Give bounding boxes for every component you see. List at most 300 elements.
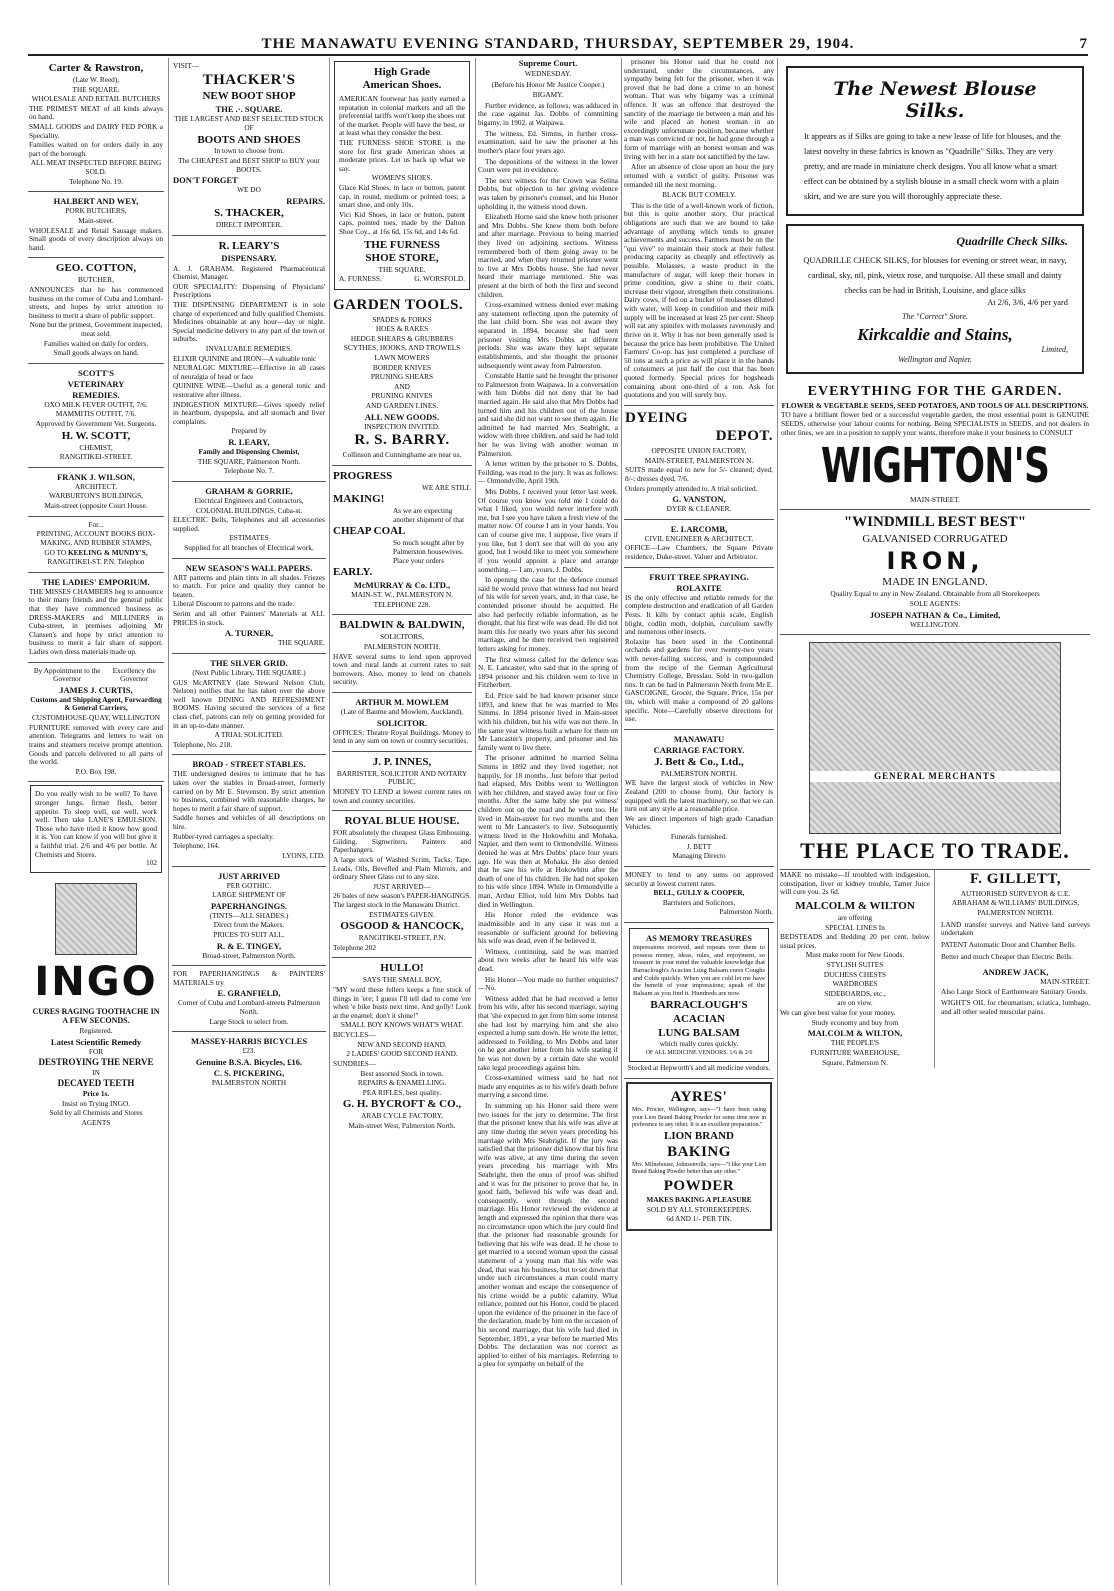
ad-text: By Appointment to the Governor: [33, 665, 101, 684]
ad-subtitle: DIRECT IMPORTER.: [215, 219, 283, 229]
ad-text: PEA RIFLES, best quality.: [362, 1087, 442, 1097]
ad-text: MAKES BAKING A PLEASURE: [646, 1195, 752, 1205]
ad-text: NEURALGIC MIXTURE—Effective in all cases of neuralgia of head or face: [173, 363, 325, 381]
ad-text: REPAIRS.: [286, 195, 325, 206]
ad-text: AMERICAN footwear has justly earned a reputation in colonial markets and all the preferential tariffs won't keep the shoes out of the market. People will have the best, or at least what they consider the best.: [339, 93, 465, 138]
ad-text: OFFICE—Law Chambers, the Square Private residence, Duke-street. Valuer and Arbitrator.: [625, 543, 773, 562]
article-paragraph: Elizabeth Horne said she knew both prisoner and Mrs Dobbs. She knew them both before and after marriage. Previous to being married they lived on adjoining sections. Witness remembered both of them going away to be married, and when they returned prisoner went to live at Mrs Dobbs house. She had never heard their marriage mentioned. She was present at the birth of both the first and second children.: [478, 212, 618, 299]
ad-title: LUNG BALSAM: [658, 1026, 740, 1039]
ad-kirkcaldie-stains: [786, 224, 1084, 374]
column-rule: [475, 58, 476, 1585]
ad-telephone: Telephone 202: [333, 942, 377, 952]
ad-text: Insist on Trying INGO.: [61, 1098, 131, 1108]
ad-text: Quality Equal to any in New Zealand. Obtainable from all Storekeepers: [830, 589, 1040, 599]
store-building-photo: [809, 642, 1061, 834]
ad-title: ROYAL BLUE HOUSE.: [344, 815, 460, 828]
ad-text: (TINTS—ALL SHADES.): [209, 910, 289, 920]
ad-text: Mrs. Procter, Wellington, says—"I have been using your Lion Brand Baking Powder for some time now in preference to any other. It is an excellent preparation.": [632, 1107, 766, 1128]
article-paragraph: A letter written by the prisoner to S. Dobbs, Feilding, was read to the jury. It was as follows:— Ormondville, April 19th.: [478, 459, 618, 486]
ad-text: THE LARGEST AND BEST SELECTED STOCK OF: [174, 114, 324, 132]
list-item: PRUNING KNIVES: [371, 391, 433, 401]
ad-subtitle: GALVANISED CORRUGATED: [862, 533, 1008, 546]
ad-title: Silks.: [905, 100, 965, 123]
ad-text: A. J. GRAHAM, Registered Pharmaceutical Chemist, Manager.: [173, 263, 325, 282]
ad-text: OF ALL MEDICINE VENDORS. 1/6 & 2/6: [645, 1050, 753, 1057]
ad-ayres-baking-powder: [626, 1082, 772, 1231]
article-paragraph: After an absence of close upon an hour the jury returned with a verdict of guilty. Prisoner was remanded till the next morning.: [624, 162, 774, 189]
ad-subtitle: AUTHORISED SURVEYOR & C.E.: [960, 888, 1071, 898]
ad-text: Mrs. Milnehouse, Johnsonville, says—"I like your Lion Brand Baking Powder better than any other.": [632, 1162, 766, 1176]
ad-text: DESTROYING THE NERVE: [38, 1057, 154, 1068]
column-2: [172, 58, 326, 1585]
ad-text: TO have a brilliant flower bed or a successful vegetable garden, the most essential point is GENUINE SEEDS, otherwise your labour counts for nothing. Being SPECIALISTS in SEEDS, and not dealers in other lines, we are in a position to supply your wants, therefore make it your business to CONSULT: [781, 410, 1089, 437]
ad-telephone: Telephon: [117, 557, 145, 567]
ad-telephone: Telephone No. 7.: [223, 466, 275, 476]
ad-text: DON'T FORGET: [173, 175, 238, 186]
ad-place-to-trade: [780, 635, 1090, 870]
ad-subtitle: Barristers and Solicitors,: [662, 897, 736, 907]
ad-text: Best assorted Stock in town.: [360, 1068, 444, 1078]
ad-address: THE SQUARE, Palmerston North.: [197, 456, 301, 466]
ad-name: BELL, GULLY & COOPER,: [653, 888, 745, 898]
ad-text: Must make room for New Goods.: [805, 950, 905, 960]
ad-text: ART patterns and plain tints in all shades. Friezes to match. For price and quality they cannot be beaten.: [173, 572, 325, 599]
ad-title: MAKING!: [333, 493, 385, 506]
ad-text: None but the primest, Government inspected, meat sold.: [29, 320, 163, 338]
ad-text: FOR: [88, 1046, 104, 1056]
ad-text: THE MISSES CHAMBERS beg to announce to their many friends and the general public that they have commenced business as DRESS-MAKERS and MILLINERS in Cuba-street, in premises adjoining Mr Clansen's and hope by strict attention to business to merit a fair share of support. Ladies own dress materials made up.: [29, 586, 163, 657]
ad-title: THACKER'S: [202, 71, 296, 88]
article-subheading: BIGAMY.: [532, 90, 564, 100]
ad-text: SUITS made equal to new for 5/- cleaned; dyed, 8/-; dresses dyed, 7/6.: [625, 465, 773, 483]
ad-name: A. TURNER,: [224, 628, 274, 639]
ad-text: ESTIMATES: [229, 533, 269, 543]
ad-title: R. LEARY'S: [218, 239, 280, 252]
ad-baldwin: [332, 615, 472, 693]
article-title: Supreme Court.: [518, 58, 578, 68]
article-paragraph: Cross-examined witness denied ever making any statement reflecting upon the paternity of the last child born. She was not aware they separated in 1894, because she had seen prisoner visiting Mrs Dobbs at different periods. She was aware they kept separate establishments, and she thought the prisoner subsequently went away from Palmerston.: [478, 300, 618, 370]
article-paragraph: Mrs Dobbs, I received your letter last week. Of course you know you told me I could do what I liked, you would never interfere with me, but I see you have taken a fresh view of the matter now. Of course I am in your hands. You can of course give me, I suppose, five years if you like, but I don't see that will do you any good, but I would like to meet you somewhere if you would appoint a place and arrange something.— I am, yours, J. Dobbs.: [478, 487, 618, 574]
ad-text: WHOLESALE and Retail Sausage makers. Small goods of every description always on hand.: [29, 225, 163, 252]
ad-text: OXO MILK FEVER OUTFIT, 7/6.: [44, 399, 148, 409]
ad-title: BALDWIN & BALDWIN,: [339, 619, 465, 632]
ad-title: FRANK J. WILSON,: [57, 471, 135, 482]
ad-text: MONEY TO LEND at lowest current rates on town and country securities.: [333, 786, 471, 805]
ad-text: As we are expecting another shipment of that: [393, 506, 465, 524]
ad-text: CURES RAGING TOOTHACHE IN A FEW SECONDS.: [32, 1007, 160, 1026]
ad-text: Sold by all Chemists and Stores: [49, 1108, 143, 1118]
ad-title: ROLAXITE: [676, 582, 722, 593]
ad-title: ACACIAN: [673, 1012, 725, 1025]
ad-address: Main-street (opposite Court House.: [44, 501, 148, 511]
ad-text: We can give best value for your money.: [780, 1008, 896, 1018]
column-rule: [168, 58, 169, 1585]
article-paragraph: In opening the case for the defence counsel said he would prove that witness had not heard of his wife for seven years, and, in that case, he contended prisoner should be acquitted. He also had perfectly reliable information, as he thought, that his first wife was dead. He did not learn this for nearly two years after his second marriage, and he then received two registered letters asking for money.: [478, 575, 618, 654]
article-paragraph: This is the title of a well-known work of fiction, but this is quite another story. Our practical obligations are such that we are bound to take advantage of anything which tends to greater achievements and success. Farmers must be on the "qui vive" to maintain their stock at their fullest producing capacity as cheaply and effectively as possible. Molasses, a waste product in the manufacture of sugar, will keep their horses in prime condition, give a shine to their coats, increase their vigour, strengthen their constitutions. Dairy cows, if fed on a bucket of molasses diluted with water, will keep in condition and their milk supply will be increased at least 25 per cent. Sheep will eat any spinifex with molasses ravenously and thrive on it. Why it has not been generally used is because the price has been prohibitive. The United Farmers' Co-op. has just completed a purchase of 50 tons at such a price as will place it in the hands of consumers at just half the cost that has been quoted formerly. Special prices for hogsheads containing about one-third of a ton. Ask for quotations and you will surely buy.: [624, 200, 774, 400]
ad-title: EARLY.: [333, 566, 373, 579]
ad-text: SUNDRIES—: [333, 1058, 376, 1068]
ad-title: PAPERHANGINGS.: [210, 900, 288, 911]
ad-text: ANNOUNCES that he has commenced business on the corner of Cuba and Lombard-streets, and hopes by strict attention to business to merit a share of public support.: [29, 284, 163, 320]
ad-title: ARTHUR M. MOWLEM: [355, 696, 449, 707]
newspaper-title: THE MANAWATU EVENING STANDARD, THURSDAY, SEPTEMBER 29, 1904.: [261, 36, 855, 52]
ad-address: PALMERSTON NORTH: [211, 1077, 287, 1087]
ad-text: JUST ARRIVED—: [373, 881, 431, 891]
ad-subtitle: SOLICITORS,: [380, 632, 424, 642]
ad-text: MONEY to lend to any sums on approved security at lowest current rates.: [625, 869, 773, 888]
ad-title: AS MEMORY TREASURES: [646, 932, 752, 943]
ad-title: NEW SEASON'S WALL PAPERS.: [185, 562, 313, 573]
ad-text: LAND transfer surveys and Native land surveys undertaken: [941, 919, 1090, 938]
column-rule: [777, 58, 778, 1585]
ad-text: are offering: [837, 912, 873, 922]
ad-text: Small goods always on hand.: [53, 348, 139, 358]
ad-title: The Newest Blouse: [833, 78, 1037, 100]
ad-text: SAYS THE SMALL BOY,: [362, 975, 442, 985]
ad-larcomb: [624, 520, 774, 568]
article-paragraph: The prisoner admitted he married Selina Simms in 1892 and they lived together, not happily, for 18 months. Just before that period had elapsed, Mrs Dobbs went to Wellington with her children, and stayed away four or five months. After the same baby she put witness' children out on the road and he went too. He lived in Main-street for two months and then went to Mr Lancaster's to live. Subsequently witness lived in the Hokowhitu and Mohaka, Napier, and then went to Ormondville. Witness denied he was at Mrs Dobbs' place four years ago. He was then at Mohaka. He also denied that he saw his wife at Hokowhitu after the death of one of his children. He had not spoken to his wife since 1894. While in Ormondville a man, Arthur Elliot, told him Mrs Dobbs had died in Wellington.: [478, 753, 618, 909]
ad-lanes-emulsion: [30, 785, 162, 872]
ad-subtitle: Family and Dispensing Chemist,: [198, 447, 300, 457]
ad-text: ESTIMATES GIVEN.: [369, 909, 435, 919]
ad-text: MAKE no mistake—If troubled with indigestion, constipation, liver or kidney trouble, Tamer Juice will cure you. 2s 6d.: [780, 870, 930, 897]
ad-text: OFFICES: Theatre Royal Buildings. Money to lend in any sum on town or country securities.: [333, 727, 471, 746]
wightons-logo: WIGHTON'S: [820, 438, 1050, 495]
list-item: AND GARDEN LINES.: [365, 401, 439, 411]
ad-subtitle: MADE IN ENGLAND.: [882, 576, 988, 589]
ad-text: BEDSTEADS and Bedding 20 per cent. below usual prices.: [780, 932, 930, 950]
ad-text: Families waited on for orders daily in any part of the borough.: [29, 140, 163, 158]
ad-text: PRINTING, ACCOUNT BOOKS BOX-MAKING, AND RUBBER STAMPS,: [36, 529, 156, 547]
column-rule: [329, 58, 330, 1585]
ad-title: THE PLACE TO TRADE.: [800, 838, 1070, 864]
ad-telephone: Telephone, No. 218.: [173, 739, 233, 749]
ad-title: NEW BOOT SHOP: [202, 90, 296, 103]
ad-text: IS the only effective and reliable remedy for the complete destruction and eradication of all Garden Pests. It kills by contact aphis scale, English blight, codlin moth, dolphin, curculium sawfly and numerous other insects.: [625, 592, 773, 637]
ad-address: Wellington and Napier.: [898, 354, 972, 364]
article-subtitle: WEDNESDAY.: [524, 69, 572, 79]
ad-text: INSPECTION INVITED.: [364, 421, 440, 431]
ad-address: MAIN-STREET.: [910, 494, 960, 504]
ad-text: Do you really wish to be well? To have stronger lungs, firmer flesh, better appetite. To sleep well, eat well, work well. Then take LANE'S EMULSION. Those who have tried it know how good it is. You can know if you will but give it a faithful trial. 2/6 and 4/6 per bottle. At Chemists and Stores.: [35, 789, 157, 859]
ad-text: which really cures quickly.: [659, 1039, 739, 1049]
list-item: SPADES & FORKS: [372, 314, 432, 324]
ad-address: COLONIAL BUILDINGS, Cuba-st.: [195, 505, 303, 515]
ad-text: LARGE SHIPMENT OF: [212, 890, 286, 900]
ad-subtitle: CIVIL ENGINEER & ARCHITECT.: [644, 533, 754, 543]
column-3: [332, 58, 472, 1585]
ad-text: Rubber-tyred carriages a specialty.: [173, 831, 275, 841]
ad-text: SMALL BOY KNOWS WHAT'S WHAT.: [340, 1020, 464, 1030]
ad-text: BICYCLES—: [333, 1030, 376, 1040]
ad-name: H. W. SCOTT,: [61, 429, 131, 442]
ad-subtitle: PORK BUTCHERS,: [65, 206, 127, 216]
ad-text: HAVE several sums to lend upon approved town and rural lands at current rates to suit borrowers. Also, money to lend on chattels security.: [333, 651, 471, 687]
ad-title: BARRACLOUGH'S: [650, 998, 748, 1011]
ad-silver-grid: [172, 654, 326, 756]
ad-text: 26 bales of new season's PAPER-HANGINGS. The largest stock in the Manawatu District.: [333, 891, 471, 910]
ad-name: S. THACKER,: [214, 206, 284, 219]
article-paragraph: Cross-examined witness said he had not made any enquiries as to his wife's death before marrying a second time.: [478, 1073, 618, 1100]
ad-text: Liberal Discount to patrons and the trade.: [173, 599, 295, 609]
ad-name: G. H. BYCROFT & CO.,: [342, 1098, 462, 1111]
ad-text: QUADRILLE CHECK SILKS, for blouses for evening or street wear, in navy, cardinal, sky, nil, pink, vieux rose, and turquoise. All these small and dainty checks can be had in British, Louisine, and glace silks: [803, 255, 1067, 295]
ad-text: THE PRIMEST MEAT of all kinds always on hand.: [29, 103, 163, 122]
ad-title: GARDEN TOOLS.: [333, 296, 464, 313]
ad-subtitle: (Late of Baume and Mowlem, Auckland),: [340, 706, 464, 716]
ad-title: THE SILVER GRID.: [210, 657, 288, 668]
ad-title: BAKING: [667, 1143, 731, 1160]
ad-scott-veterinary: [28, 364, 164, 468]
ad-title: EVERYTHING FOR THE GARDEN.: [807, 384, 1063, 400]
article-paragraph: The first witness called for the defence was N. E. Lancaster, who said that in the spring of 1894 prisoner and his children went to live in Fitzherbert.: [478, 654, 618, 690]
ad-geo-cotton: [28, 258, 164, 363]
ad-address: PALMERSTON NORTH.: [660, 768, 738, 778]
ad-title: POWDER: [663, 1177, 735, 1194]
ad-title: IRON,: [886, 547, 984, 576]
ad-text: FOR absolutely the cheapest Glass Embossing, Gilding, Signwriters, Painters and Paperhangers.: [333, 828, 471, 855]
ad-subtitle: CHEMIST,: [79, 442, 113, 452]
ad-name: G. VANSTON,: [672, 494, 726, 505]
ad-title: BOOTS AND SHOES: [197, 133, 301, 146]
ad-title: PROGRESS: [333, 469, 393, 482]
ad-broad-street-stables: [172, 755, 326, 866]
ad-text: PATENT Automatic Door and Chamber Bells.: [941, 939, 1076, 949]
ad-title: MASSEY-HARRIS BICYCLES: [190, 1036, 308, 1047]
list-item: STYLISH SUITES: [826, 960, 884, 969]
ad-turner-wallpapers: [172, 559, 326, 654]
ad-address: MAIN-STREET.: [1040, 977, 1090, 987]
ad-title: DYEING: [625, 409, 689, 426]
ad-name: R. LEARY,: [228, 437, 270, 448]
ad-text: Latest Scientific Remedy: [50, 1036, 142, 1047]
ad-text: WHOLESALE AND RETAIL BUTCHERS: [31, 94, 161, 104]
ad-address: THE SQUARE.: [277, 638, 325, 648]
ad-subtitle: DISPENSARY.: [221, 253, 277, 264]
ad-text: 102: [146, 858, 157, 868]
list-item: AND: [394, 381, 410, 391]
ad-text: are on view.: [837, 998, 873, 1008]
ad-newest-blouse-silks: [786, 66, 1084, 216]
ad-name: McMURRAY & Co. LTD.,: [353, 580, 451, 591]
ad-title: MALCOLM & WILTON: [795, 899, 915, 912]
ad-text: PER GOTHIC.: [226, 880, 272, 890]
ad-title: CHEAP COAL: [333, 525, 406, 538]
list-item: SIDEBOARDS, etc.,: [824, 988, 886, 998]
ad-text: Prepared by: [231, 426, 267, 436]
ad-address: RANGITIKEI-ST. P.N.: [47, 557, 116, 567]
ad-text: Approved by Government Vet. Surgeons.: [35, 419, 157, 429]
ad-address: OPPOSITE UNION FACTORY,: [651, 446, 747, 456]
ad-text: WE DO: [237, 185, 261, 195]
ad-text: It appears as if Silks are going to take a new lease of life for blouses, and the latest novelty in these fabrics is known as "Quadrille" Silks. They are very pretty, and are made in miniature check designs. You all know what a smart effect can be obtained by a stylish blouse in a small check worn with a plain skirt, and we are sure you will thoroughly appreciate these.: [804, 131, 1061, 202]
ad-address: CUSTOMHOUSE-QUAY, WELLINGTON: [31, 713, 161, 723]
ad-title: REMEDIES.: [72, 389, 120, 400]
article-subtitle: (Before his Honor Mr Justice Cooper.): [491, 79, 605, 89]
ad-title: J. P. INNES,: [372, 755, 432, 768]
ad-title: Carter & Rawstron,: [48, 62, 144, 74]
list-item: BORDER KNIVES: [372, 362, 432, 372]
ad-text: WE have the largest stock of vehicles in New Zealand (200 to choose from). Our factory is equipped with the latest machinery, so that we can turn out any style at a reasonable price.: [625, 778, 773, 814]
article-paragraph: Witness, continuing, said he was married about two weeks after he heard his wife was dead.: [478, 946, 618, 973]
ad-text: FURNITURE removed with every care and attention. Telegrams and letters to wait on trains and steamers receive prompt attention. Goods and parcels delivered to all parts of the world.: [29, 722, 163, 767]
ad-text: Better and much Cheaper than Electric Bells.: [941, 951, 1073, 961]
ad-text: P.O. Box 198.: [75, 766, 117, 776]
ad-mowlem: [332, 693, 472, 752]
ad-name: LYONS, LTD.: [282, 850, 325, 860]
ad-james-curtis: [28, 663, 164, 783]
ad-address: WARBURTON'S BUILDINGS,: [49, 491, 143, 501]
ad-rolaxite: [624, 568, 774, 730]
column-4-supreme-court: [478, 58, 618, 1585]
article-paragraph: Constable Hattie said he brought the prisoner to Palmerston from Waipawa. In a conversation with him Dobbs did not deny that he had married again. He said also that Mrs Dobbs had turned him and his children out of the house and said she did not want to see them again. He admitted he had married Mrs Seabright, a widow with three children, and said he had told her he was living with another woman in Palmerston.: [478, 371, 618, 458]
ad-text: £23.: [242, 1046, 256, 1056]
ad-text: Vici Kid Shoes, in lace or button, patent caps, pointed toes, made by the Dalton Shoe Coy., at 16s 6d, 15s 6d, and 14s 6d.: [339, 209, 465, 237]
ad-text: MAMMITIS OUTFIT, 7/6.: [55, 409, 137, 419]
ad-title: High Grade: [374, 66, 430, 78]
ad-text: Large Stock to select from.: [209, 1016, 289, 1026]
ad-subtitle: Customs and Shipping Agent, Forwarding & General Carriers,: [30, 694, 162, 713]
store-sign: GENERAL MERCHANTS: [810, 771, 1060, 782]
article-paragraph: In summing up his Honor said there were two issues for the jury to determine. The first that the prisoner knew that his wife was alive at any time during the seven years preceding his marriage with Mrs Seabright. If the jury was satisfied that the prisoner did know that his first wife was alive, at any time during the seven years preceding his marriage with Mrs Seabright, then the onus of proof was shifted and it was for the prisoner to prove that he, in good faith, believed his wife was dead and, consequently, went through the second marriage. His Honor reviewed the evidence at length and expressed the opinion that there was no circumstance upon which the jury could find that the prisoner had reasonable grounds for believing that his wife was dead. If he chose to get married to a second woman upon the casual statement of a young man that his wife was dead, that was his business, but to set down that under such circumstances a man could marry another woman and escape the consequence of his crime would be a public calamity. What reliance, pointed out his Honor, could be placed upon the evidence of the prisoner in the face of the declaration, made by him on the occasion of his second marriage, that his wife had died in September, 1891, a year before he married Mrs Dobbs. The declaration was not correct as applied to either of his marriages. Referring to a plea for sympathy on behalf of the: [478, 1101, 618, 1369]
list-item: DUCHESS CHESTS: [823, 969, 887, 979]
ad-graham-gorrie: [172, 482, 326, 559]
ad-barraclough-balsam: [624, 923, 774, 1079]
ad-subtitle: (Next Public Library, THE SQUARE.): [192, 667, 306, 677]
ad-text: A TRIAL SOLICITED.: [214, 730, 284, 740]
ad-text: Stocked at Hepworth's and all medicine vendors.: [627, 1063, 771, 1073]
list-item: HEDGE SHEARS & GRUBBERS: [350, 333, 454, 343]
ad-address: Main-street.: [78, 215, 114, 225]
ad-title: GEO. COTTON,: [55, 262, 137, 275]
article-paragraph: Further evidence, as follows, was adduced in the case against Jas. Dobbs of committing bigamy, in 1902, at Waipawa.: [478, 100, 618, 128]
masthead: [28, 36, 1088, 56]
ad-gillett-jack: [935, 870, 1090, 1019]
ad-title: E. LARCOMB,: [670, 523, 728, 534]
ad-text: Also Large Stock of Earthenware Sanitary Goods.: [941, 986, 1088, 996]
article-paragraph: prisoner his Honor said that he could not understand, under the circumstances, any sympathy being felt for the prisoner, when it was proved that he had done a crime to an honest woman. That was why bigamy was a criminal offence. It was an offence that destroyed the sanctity of the marriage tie between a man and his wife and placed an honest woman in an exceedingly unfortunate position, because whether a man was convicted or not, he had gone through a form of marriage with an honest woman and was living with her in a state not sanctified by the law.: [624, 58, 774, 161]
ad-address: Main-street West, Palmerston North.: [348, 1120, 456, 1130]
ad-title: LION BRAND: [664, 1129, 734, 1142]
ad-text: ELECTRIC Bells, Telephones and all accessories supplied.: [173, 515, 325, 533]
bottom-ads-row: [780, 870, 1090, 1100]
ad-text: WE ARE STILL: [421, 482, 471, 492]
ad-text: Genuine B.S.A. Bicycles, £16.: [195, 1056, 303, 1067]
ad-title: CARRIAGE FACTORY.: [653, 744, 745, 755]
ad-pickering: [172, 1032, 326, 1092]
ad-text: THE undersigned desires to intimate that he has taken over the stables in Broad-street, formerly carried on by Mr E. Stevenson. By strict attention to business, combined with reasonable charges, he hopes to merit a fair share of support.: [173, 769, 325, 813]
ad-text: Saddle horses and vehicles of all descriptions on hire.: [173, 813, 325, 832]
ad-text: SMALL GOODS and DAIRY FED PORK a Speciality.: [29, 122, 163, 140]
ad-text: SOLE AGENTS:: [909, 598, 961, 608]
ad-title: THE LADIES' EMPORIUM.: [42, 576, 150, 587]
ad-text: AGENTS: [81, 1117, 111, 1127]
ad-frank-wilson: [28, 468, 164, 517]
ad-subtitle: SOLICITOR.: [376, 717, 428, 728]
ad-name: J. Bett & Co., Ltd.,: [654, 755, 744, 768]
article-subheading: BLACK BUT COMELY.: [662, 190, 736, 200]
ad-text: 2 LADIES' GOOD SECOND HAND.: [346, 1049, 458, 1059]
ad-ladies-emporium: [28, 573, 164, 663]
ad-text: ALL NEW GOODS.: [364, 411, 440, 422]
ad-title: SCOTT'S: [78, 367, 114, 378]
ad-subtitle: DYER & CLEANER.: [666, 504, 732, 514]
ad-text: PRICES TO SUIT ALL.: [213, 929, 285, 939]
ad-text: J. BETT: [686, 841, 712, 851]
ad-text: FOR PAPERHANGINGS & PAINTERS' MATERIALS try: [173, 969, 325, 987]
ad-subtitle: FLOWER & VEGETABLE SEEDS, SEED POTATOES, AND TOOLS OF ALL DESCRIPTIONS.: [781, 400, 1089, 410]
ad-text: INDIGESTION MIXTURE—Gives speedy relief in heartburn, dyspepsia, and all stomach and liver complaints.: [173, 399, 325, 426]
ad-barry-garden-tools: [332, 293, 472, 466]
ad-text: Managing Directo: [672, 851, 726, 861]
ad-text: Serim and all other Painters' Materials at ALL PRICES in stock.: [173, 609, 325, 627]
ad-subtitle: BUTCHER,: [78, 275, 114, 285]
ad-title: ANDREW JACK,: [982, 967, 1049, 978]
ad-text: ARAB CYCLE FACTORY,: [361, 1111, 443, 1121]
ad-text: VISIT—: [173, 61, 199, 70]
ad-text: "MY word these fellers keeps a fine stock of things in 'ere; I guess I'll tell dad to come 'ere when 'e bike busts next time. And golly! Look at the enamel; don't it shine!": [333, 985, 471, 1020]
ad-text: ELIXIR QUININE and IRON—A valuable tonic: [173, 353, 317, 363]
ad-text: Registered.: [79, 1025, 113, 1035]
ad-text: QUININE WINE—Useful as a general tonic and restorative after illness.: [173, 381, 325, 400]
ad-text: ABRAHAM & WILLIAMS' BUILDINGS,: [951, 898, 1080, 908]
list-item: WARDROBES: [832, 979, 878, 989]
column-1: [28, 58, 164, 1585]
ad-text: INVALUABLE REMEDIES.: [205, 343, 293, 353]
ad-title: AYRES': [670, 1088, 728, 1105]
column-6: [780, 58, 1090, 1585]
ad-address: THE SQUARE.: [72, 84, 120, 94]
list-item: SCYTHES, HOOKS, AND TROWELS: [343, 343, 461, 353]
ad-subtitle: BARRISTER, SOLICITOR AND NOTARY PUBLIC,: [336, 768, 468, 787]
ad-telephone: Telephone, 164.: [173, 841, 220, 851]
ad-text: DECAYED TEETH: [57, 1078, 135, 1089]
ad-name: OSGOOD & HANCOCK,: [340, 920, 464, 933]
ad-address: RANGITIKEI-STREET, P.N.: [358, 933, 446, 943]
ad-address: THE SQUARE.: [378, 264, 426, 274]
ingo-logo: INGO: [34, 958, 158, 1005]
ad-text: Limited,: [1041, 345, 1068, 355]
article-paragraph: The witness, Ed. Simms, in further cross-examination, said he saw the prisoner at his mother's place four years ago.: [478, 128, 618, 155]
ad-title: American Shoes.: [362, 78, 442, 91]
ad-title: BROAD - STREET STABLES.: [192, 759, 306, 770]
ad-address: WELLINGTON.: [910, 619, 960, 629]
ad-text: THE PEOPLE'S: [830, 1038, 880, 1048]
ad-name: MALCOLM & WILTON,: [807, 1028, 903, 1039]
ad-subtitle: ARCHITECT.: [74, 481, 118, 491]
ad-text: GUS McARTNEY (late Steward Nelson Club, Nelson) notifies that he has taken over the above well known DINING AND REFRESHMENT ROOMS. Having secured the services of a first class chef, patrons can rely on getting provided for in an up-to-date manner.: [173, 677, 325, 730]
ad-price: At 2/6, 3/6, 4/6 per yard: [987, 297, 1068, 307]
ad-name: JOSEPH NATHAN & Co., Limited,: [869, 609, 1001, 620]
ad-name: THE FURNESS: [363, 238, 441, 251]
ad-thacker: [172, 58, 326, 236]
ad-keeling-mundy: [28, 517, 164, 573]
ad-osgood-hancock: [332, 811, 472, 958]
ad-text: Glace Kid Shoes, in lace or button, patent cap, in round, medium or pointed toes; a smart shoe, and only 10s.: [339, 183, 465, 210]
balsam-panel: [629, 928, 769, 1062]
ad-text: GO TO: [44, 547, 67, 557]
ad-address: Broad-street, Palmerston North.: [202, 950, 296, 960]
ad-text: IN: [92, 1067, 100, 1077]
ad-subtitle: THE .·. SQUARE.: [215, 104, 283, 115]
ad-address: Corner of Cuba and Lombard-streets Palmerston North.: [177, 998, 321, 1017]
ad-text: ALL MEAT INSPECTED BEFORE BEING SOLD.: [30, 158, 162, 177]
ad-carter-rawstron: [28, 58, 164, 192]
ad-text: OUR SPECIALITY: Dispensing of Physicians' Prescriptions: [173, 281, 325, 300]
ad-mcmurray-coal: [332, 466, 472, 616]
ad-text: impressions received, and repeats over them to possess money, ideas, rules, and enjoyment, so treasure in your mind the valuable knowledge that Barraclough's Acacian Lung Balsam cures Coughs and Colds quickly. When you are cold let me have the benefit of your impressions; speak of the Balsam as you find it. Hundreds are now.: [633, 943, 765, 997]
ad-title: Quadrille Check Silks.: [956, 234, 1068, 249]
